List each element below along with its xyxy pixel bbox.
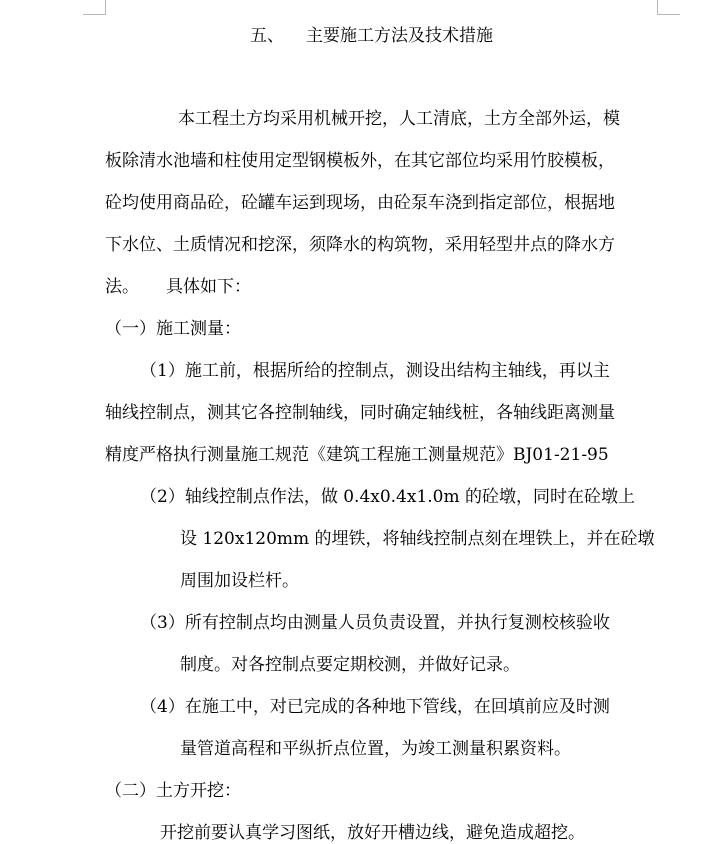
section2-title: （二）土方开挖： [105,781,241,801]
item3-line-1: （3）所有控制点均由测量人员负责设置，并执行复测校核验收 [140,613,610,633]
item3-line-2: 制度。对各控制点要定期校测，并做好记录。 [180,655,520,675]
item4-line-1: （4）在施工中，对已完成的各种地下管线，在回填前应及时测 [140,697,610,717]
item1-line-3: 精度严格执行测量施工规范《建筑工程施工测量规范》BJ01-21-95 [105,445,609,465]
intro-line-1: 本工程土方均采用机械开挖，人工清底，土方全部外运，模 [178,109,620,129]
section2-line-1: 开挖前要认真学习图纸，放好开槽边线，避免造成超挖。 [160,823,585,843]
intro-line-5: 法。 具体如下： [105,277,252,297]
item4-line-2: 量管道高程和平纵折点位置，为竣工测量积累资料。 [180,739,571,759]
item2-line-2: 设 120x120mm 的埋铁，将轴线控制点刻在埋铁上，并在砼墩 [180,529,655,549]
intro-line-3: 砼均使用商品砼，砼罐车运到现场，由砼泵车浇到指定部位，根据地 [105,193,615,213]
crop-mark-top-right [657,0,680,15]
heading-number: 五、 [250,26,284,46]
section-heading [250,25,493,47]
intro-line-4: 下水位、土质情况和挖深，须降水的构筑物，采用轻型井点的降水方 [105,235,615,255]
intro-line-2: 板除清水池墙和柱使用定型钢模板外，在其它部位均采用竹胶模板， [105,151,615,171]
heading-text: 主要施工方法及技术措施 [306,26,493,46]
item2-line-3: 周围加设栏杆。 [180,571,299,591]
section1-title: （一）施工测量： [105,319,241,339]
item2-line-1: （2）轴线控制点作法，做 0.4x0.4x1.0m 的砼墩，同时在砼墩上 [140,487,636,507]
item1-line-2: 轴线控制点，测其它各控制轴线，同时确定轴线桩，各轴线距离测量 [105,403,615,423]
crop-mark-top-left [83,0,106,15]
item1-line-1: （1）施工前，根据所给的控制点，测设出结构主轴线，再以主 [140,361,610,381]
